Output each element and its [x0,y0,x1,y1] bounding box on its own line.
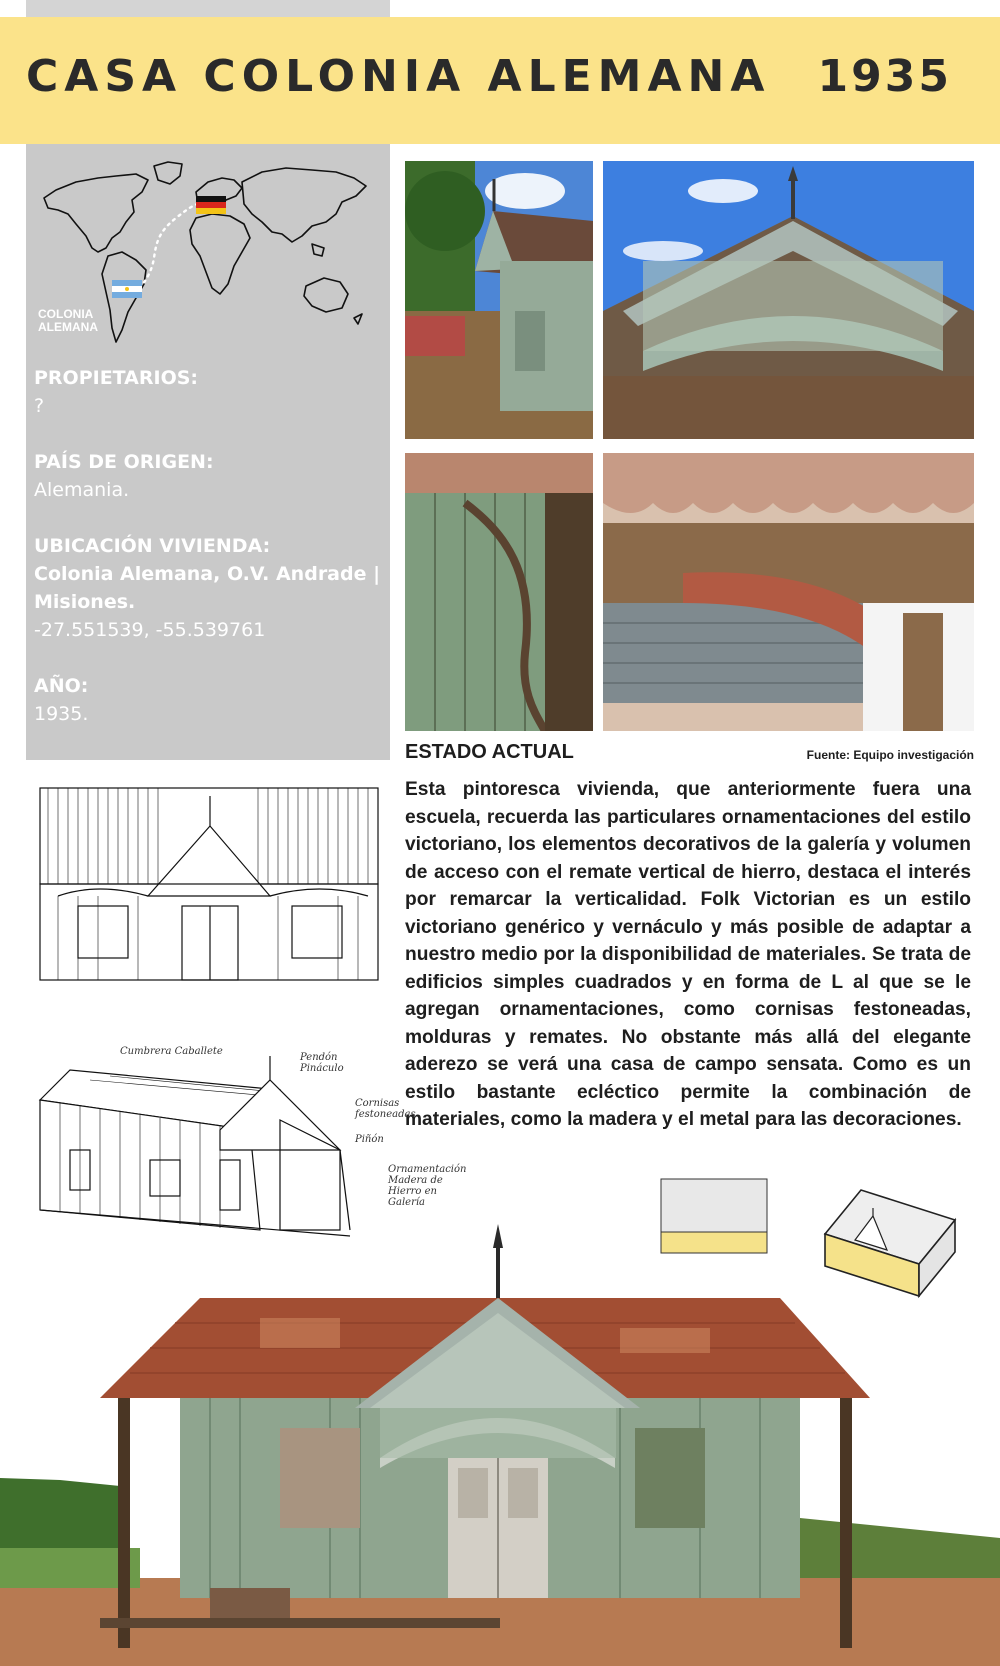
sketch-note-ornamentacion: Ornamentación Madera de Hierro en Galería [388,1164,467,1208]
status-heading: ESTADO ACTUAL [405,741,574,763]
sketch-note-cumbrera: Cumbrera Caballete [120,1046,223,1057]
location-line2: Misiones. [34,591,136,613]
origin-block [34,448,384,504]
photo-bracket-detail [603,453,974,731]
page-title: CASA COLONIA ALEMANA [26,51,771,102]
top-accent-bar [26,0,390,17]
page-header [0,17,1000,144]
owners-block [34,364,384,420]
year-label: AÑO: [34,675,89,697]
sketch-note-pinon: Piñón [355,1134,384,1145]
owners-value: ? [34,395,45,417]
germany-flag-icon [196,196,226,214]
year-block [34,672,384,728]
photo-gable-ornament [603,161,974,439]
page-year: 1935 [817,51,952,102]
sketch-note-cornisas: Cornisas festoneadas [355,1098,416,1120]
description-text: Esta pintoresca vivienda, que anteriormente fuera una escuela, recuerda las particulares ornamentaciones del estilo victoriano, los elementos decorativos de la galería y volumen de acceso con el remate vertical de hierro, destaca el interés por remarcar la verticalidad. Folk Victorian es un estilo victoriano genérico y vernáculo y más posible de adaptar a nuestro medio por la disponibilidad de materiales. Se trata de edificios simples cuadrados y en forma de L al que se le agregan ornamentaciones, como cornisas festoneadas, molduras y remates. No obstante más allá del elegante aderezo se verá una casa de campo sensata. Como es un estilo bastante ecléctico permite la combinación de materiales, como la madera y el metal para las decoraciones. [405,779,971,1130]
sketch-note-pendolon: Pendón Pináculo [300,1052,344,1074]
photo-gable-side [405,161,593,439]
location-label: UBICACIÓN VIVIENDA: [34,535,271,557]
source-caption: Fuente: Equipo investigación [806,748,974,762]
location-block [34,532,384,644]
origin-label: PAÍS DE ORIGEN: [34,451,214,473]
front-elevation-sketch [38,786,380,982]
info-sidebar [26,144,390,760]
info-list [34,364,384,756]
house-main-photo [0,1218,1000,1666]
map-location-label: COLONIA ALEMANA [38,307,98,334]
argentina-flag-icon [112,280,142,298]
location-line1: Colonia Alemana, O.V. Andrade | [34,563,381,585]
owners-label: PROPIETARIOS: [34,367,199,389]
location-coords: -27.551539, -55.539761 [34,619,266,641]
photo-wood-detail [405,453,593,731]
year-value: 1935. [34,703,89,725]
origin-value: Alemania. [34,479,130,501]
